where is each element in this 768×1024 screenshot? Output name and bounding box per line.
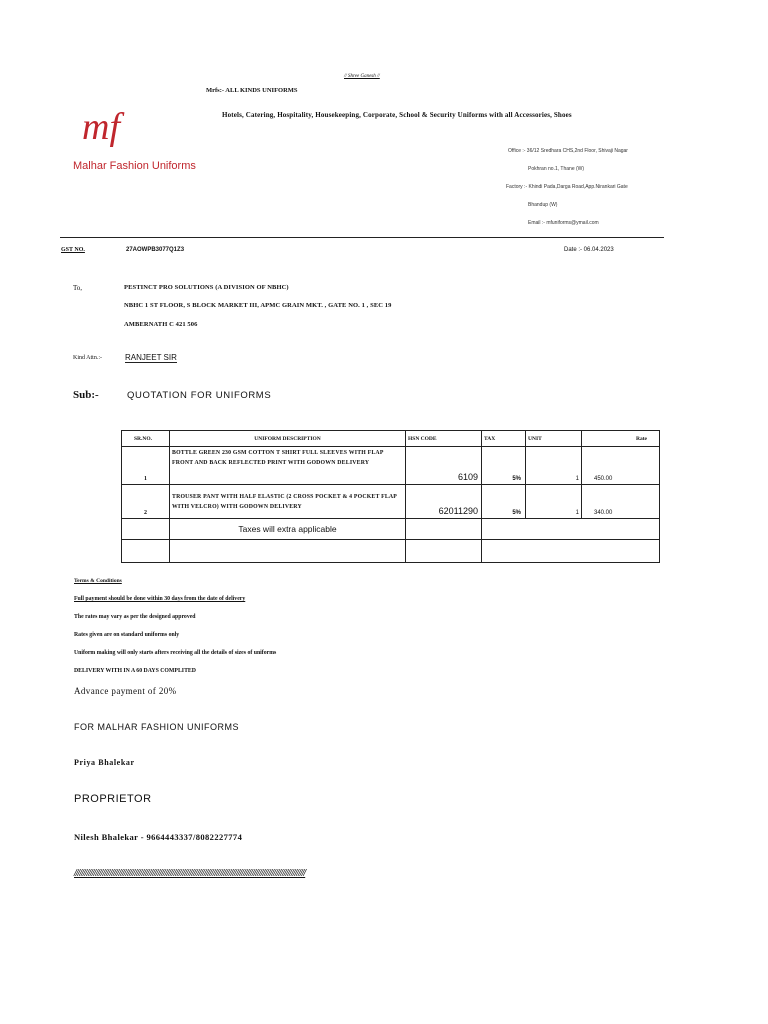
office-address: Office :- 36/12 Sredhara CHS,2nd Floor, Shivaji Nagar [508,148,628,154]
table-note-row [122,519,660,540]
recipient-city-line: AMBERNATH C 421 506 [124,321,198,328]
signer-role: PROPRIETOR [74,793,152,805]
terms-item: Uniform making will only starts afters receiving all the details of sizes of uniforms [74,650,277,656]
terms-item: Full payment should be done within 30 days from the date of delivery [74,596,246,602]
table-empty-row [122,540,660,563]
row-tax: 5% [482,485,526,519]
for-company-line: FOR MALHAR FASHION UNIFORMS [74,722,240,732]
mf-logo [80,103,130,149]
subject-text: QUOTATION FOR UNIFORMS [127,390,272,401]
recipient-address-line: NBHC 1 ST FLOOR, S BLOCK MARKET III, APMC GRAIN MKT. , GATE NO. 1 , SEC 19 [124,302,392,309]
table-row [122,485,660,519]
row-hsn: 62011290 [406,485,482,519]
row-sr: 2 [122,485,170,519]
header-rule [60,237,664,238]
gst-number: 27AOWPB3077Q1Z3 [126,247,185,253]
table-row [122,447,660,485]
row-description: BOTTLE GREEN 230 GSM COTTON T SHIRT FULL SLEEVES WITH FLAP FRONT AND BACK REFLECTED PRINT WITH GODOWN DELIVERY [170,447,406,485]
invocation-text: // Shree Ganesh // [344,74,380,79]
to-label: To, [73,284,83,292]
factory-address-2: Bhandup (W) [528,202,558,208]
contact-line: Nilesh Bhalekar - 9664443337/8082227774 [74,832,243,842]
manufacturer-line: Mrfs:- ALL KINDS UNIFORMS [206,87,298,94]
quotation-date: Date :- 06.04.2023 [564,247,614,253]
tagline: Hotels, Catering, Hospitality, Housekeeping, Corporate, School & Security Uniforms with all Accessories, Shoes [222,111,572,119]
attention-name: RANJEET SIR [125,353,177,362]
row-rate: 450.00 [582,447,660,485]
gst-label: GST NO. [61,247,85,253]
advance-payment: Advance payment of 20% [74,686,177,696]
terms-item: The rates may vary as per the designed approved [74,614,196,620]
header-tax: TAX [482,431,526,447]
header-unit: UNIT [526,431,582,447]
office-address-2: Pokhran no.1, Thane (W) [528,166,585,172]
table-header-row [122,431,660,447]
email-line: Email :- mfuniforms@ymail.com [528,220,599,226]
attention-label: Kind Attn.:- [73,355,103,361]
footer-divider: ////////////////////////////////////////////////////////////////////////////////////////////////////////////////////////////////// [74,868,306,879]
terms-title: Terms & Conditions [74,578,122,584]
factory-address: Factory :- Khindi Pada,Darga Road,App.Nirankari Gate [506,184,628,190]
taxes-note: Taxes will extra applicable [170,519,406,540]
header-hsn: HSN CODE [406,431,482,447]
row-unit: 1 [526,447,582,485]
subject-label: Sub:- [73,389,99,401]
row-description: TROUSER PANT WITH HALF ELASTIC (2 CROSS POCKET & 4 POCKET FLAP WITH VELCRO) WITH GODOWN DELIVERY [170,485,406,519]
terms-item: DELIVERY WITH IN A 60 DAYS COMPLITED [74,668,196,674]
quotation-table [121,430,660,563]
header-description: UNIFORM DESCRIPTION [170,431,406,447]
brand-name: Malhar Fashion Uniforms [73,160,196,172]
header-sr-no: SR.NO. [122,431,170,447]
row-sr: 1 [122,447,170,485]
recipient-name: PESTINCT PRO SOLUTIONS (A DIVISION OF NBHC) [124,284,289,291]
row-tax: 5% [482,447,526,485]
row-unit: 1 [526,485,582,519]
row-rate: 340.00 [582,485,660,519]
logo-text: mf [82,106,120,148]
row-hsn: 6109 [406,447,482,485]
signer-name: Priya Bhalekar [74,758,135,767]
terms-item: Rates given are on standard uniforms only [74,632,180,638]
header-rate: Rate [582,431,660,447]
